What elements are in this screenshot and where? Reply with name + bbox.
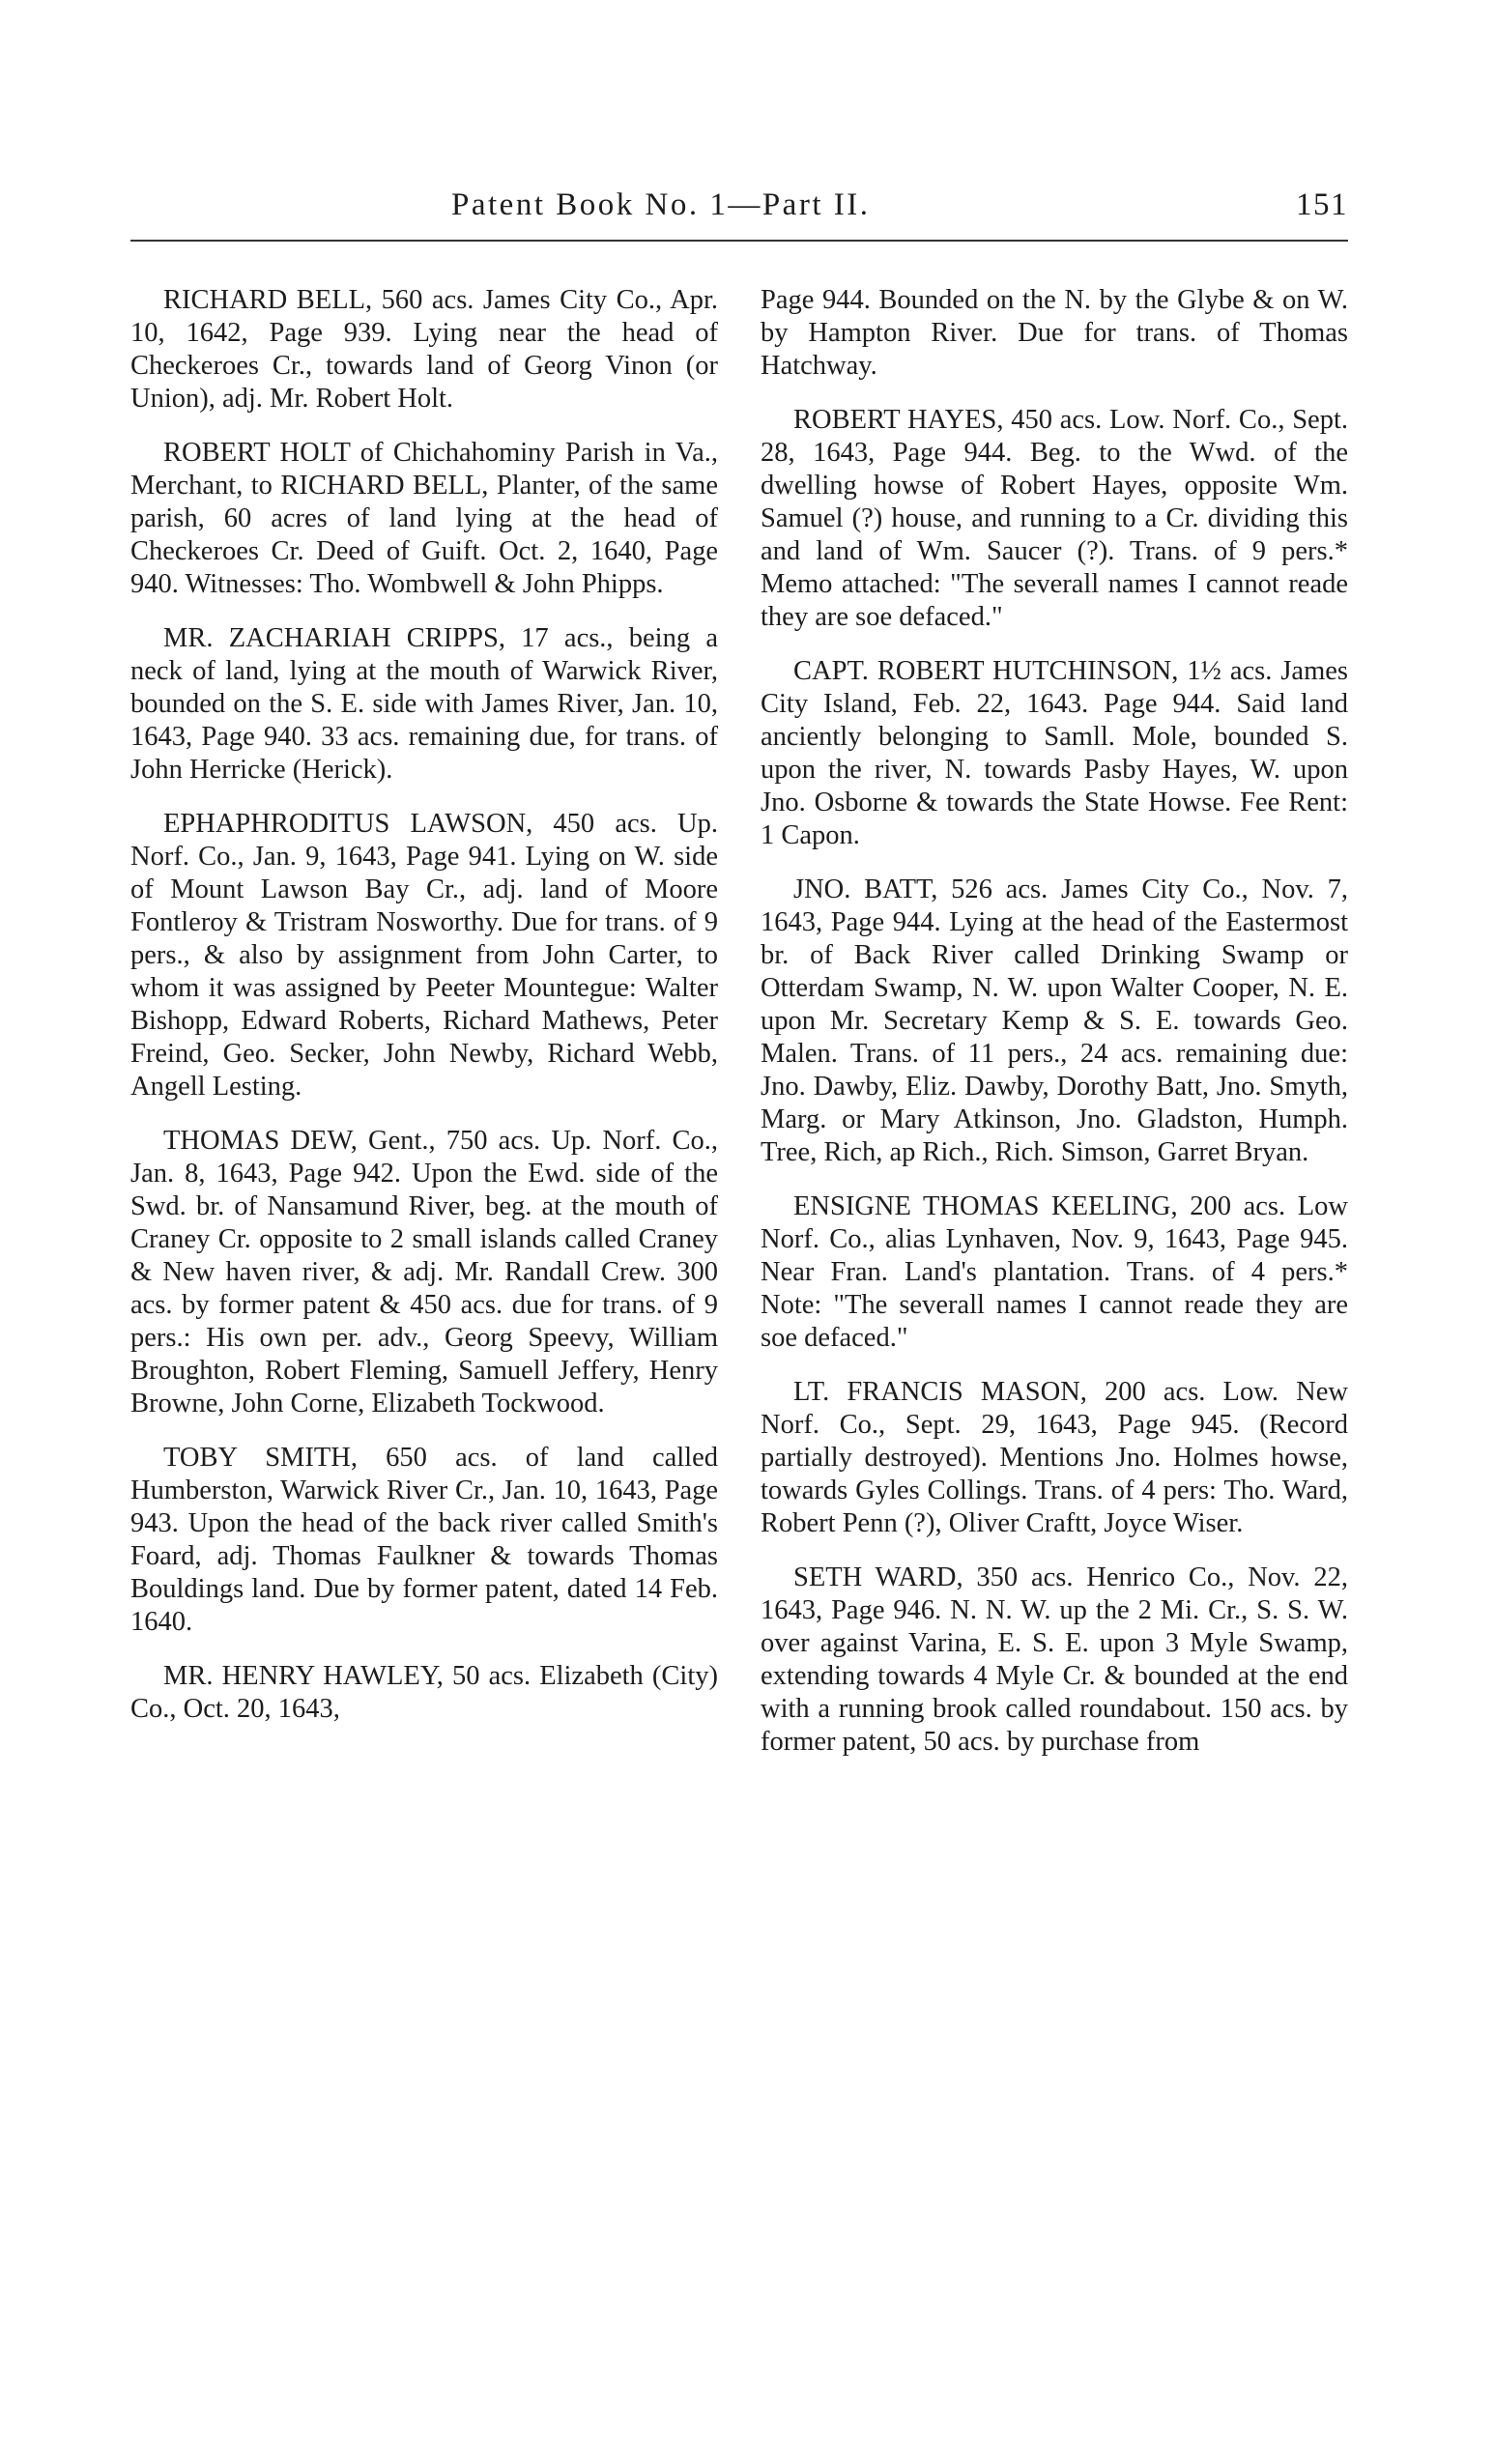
page-number: 151: [1296, 187, 1348, 222]
patent-entry-robert-hutchinson: CAPT. ROBERT HUTCHINSON, 1½ acs. James City Island, Feb. 22, 1643. Page 944. Said land anciently belonging to Samll. Mole, bounded S. upon the river, N. towards Pasby Hayes, W. upon Jno. Osborne & towards the State Howse. Fee Rent: 1 Capon.: [761, 656, 1348, 850]
patent-entry-francis-mason: LT. FRANCIS MASON, 200 acs. Low. New Norf. Co., Sept. 29, 1643, Page 945. (Record partially destroyed). Mentions Jno. Holmes howse, towards Gyles Collings. Trans. of 4 pers: Tho. Ward, Robert Penn (?), Oliver Craftt, Joyce Wiser.: [761, 1377, 1348, 1538]
page-header: [130, 182, 1348, 242]
patent-entry-toby-smith: TOBY SMITH, 650 acs. of land called Humberston, Warwick River Cr., Jan. 10, 1643, Page 943. Upon the head of the back river called Smith's Foard, adj. Thomas Faulkner & towards Thomas Bouldings land. Due by former patent, dated 14 Feb. 1640.: [130, 1443, 718, 1637]
right-column: [761, 284, 1348, 1780]
patent-entry-ephaphroditus-lawson: EPHAPHRODITUS LAWSON, 450 acs. Up. Norf. Co., Jan. 9, 1643, Page 941. Lying on W. side of Mount Lawson Bay Cr., adj. land of Moore Fontleroy & Tristram Nosworthy. Due for trans. of 9 pers., & also by assignment from John Carter, to whom it was assigned by Peeter Mountegue: Walter Bishopp, Edward Roberts, Richard Mathews, Peter Freind, Geo. Secker, John Newby, Richard Webb, Angell Lesting.: [130, 809, 718, 1102]
patent-entry-henry-hawley-continued: Page 944. Bounded on the N. by the Glybe & on W. by Hampton River. Due for trans. of Thomas Hatchway.: [761, 285, 1348, 381]
patent-entry-henry-hawley: MR. HENRY HAWLEY, 50 acs. Elizabeth (City) Co., Oct. 20, 1643,: [130, 1661, 718, 1724]
left-column: [130, 284, 718, 1747]
running-title: Patent Book No. 1—Part II.: [451, 187, 871, 222]
patent-entry-robert-hayes: ROBERT HAYES, 450 acs. Low. Norf. Co., Sept. 28, 1643, Page 944. Beg. to the Wwd. of the dwelling howse of Robert Hayes, opposite Wm. Samuel (?) house, and running to a Cr. dividing this and land of Wm. Saucer (?). Trans. of 9 pers.* Memo attached: "The severall names I cannot reade they are soe defaced.": [761, 405, 1348, 632]
patent-entry-jno-batt: JNO. BATT, 526 acs. James City Co., Nov. 7, 1643, Page 944. Lying at the head of the Eastermost br. of Back River called Drinking Swamp or Otterdam Swamp, N. W. upon Walter Cooper, N. E. upon Mr. Secretary Kemp & S. E. towards Geo. Malen. Trans. of 11 pers., 24 acs. remaining due: Jno. Dawby, Eliz. Dawby, Dorothy Batt, Jno. Smyth, Marg. or Mary Atkinson, Jno. Gladston, Humph. Tree, Rich, ap Rich., Rich. Simson, Garret Bryan.: [761, 874, 1348, 1167]
patent-entry-seth-ward: SETH WARD, 350 acs. Henrico Co., Nov. 22, 1643, Page 946. N. N. W. up the 2 Mi. Cr., S. S. W. over against Varina, E. S. E. upon 3 Myle Swamp, extending towards 4 Myle Cr. & bounded at the end with a running brook called roundabout. 150 acs. by former patent, 50 acs. by purchase from: [761, 1562, 1348, 1757]
patent-entry-thomas-dew: THOMAS DEW, Gent., 750 acs. Up. Norf. Co., Jan. 8, 1643, Page 942. Upon the Ewd. side of the Swd. br. of Nansamund River, beg. at the mouth of Craney Cr. opposite to 2 small islands called Craney & New haven river, & adj. Mr. Randall Crew. 300 acs. by former patent & 450 acs. due for trans. of 9 pers.: His own per. adv., Georg Speevy, William Broughton, Robert Fleming, Samuell Jeffery, Henry Browne, John Corne, Elizabeth Tockwood.: [130, 1126, 718, 1418]
patent-entry-zachariah-cripps: MR. ZACHARIAH CRIPPS, 17 acs., being a neck of land, lying at the mouth of Warwick River, bounded on the S. E. side with James River, Jan. 10, 1643, Page 940. 33 acs. remaining due, for trans. of John Herricke (Herick).: [130, 623, 718, 785]
patent-entry-robert-holt: ROBERT HOLT of Chichahominy Parish in Va., Merchant, to RICHARD BELL, Planter, of the same parish, 60 acres of land lying at the head of Checkeroes Cr. Deed of Guift. Oct. 2, 1640, Page 940. Witnesses: Tho. Wombwell & John Phipps.: [130, 438, 718, 599]
patent-entry-thomas-keeling: ENSIGNE THOMAS KEELING, 200 acs. Low Norf. Co., alias Lynhaven, Nov. 9, 1643, Page 945. Near Fran. Land's plantation. Trans. of 4 pers.* Note: "The severall names I cannot reade they are soe defaced.": [761, 1191, 1348, 1353]
patent-entry-richard-bell: RICHARD BELL, 560 acs. James City Co., Apr. 10, 1642, Page 939. Lying near the head of Checkeroes Cr., towards land of Georg Vinon (or Union), adj. Mr. Robert Holt.: [130, 285, 718, 414]
